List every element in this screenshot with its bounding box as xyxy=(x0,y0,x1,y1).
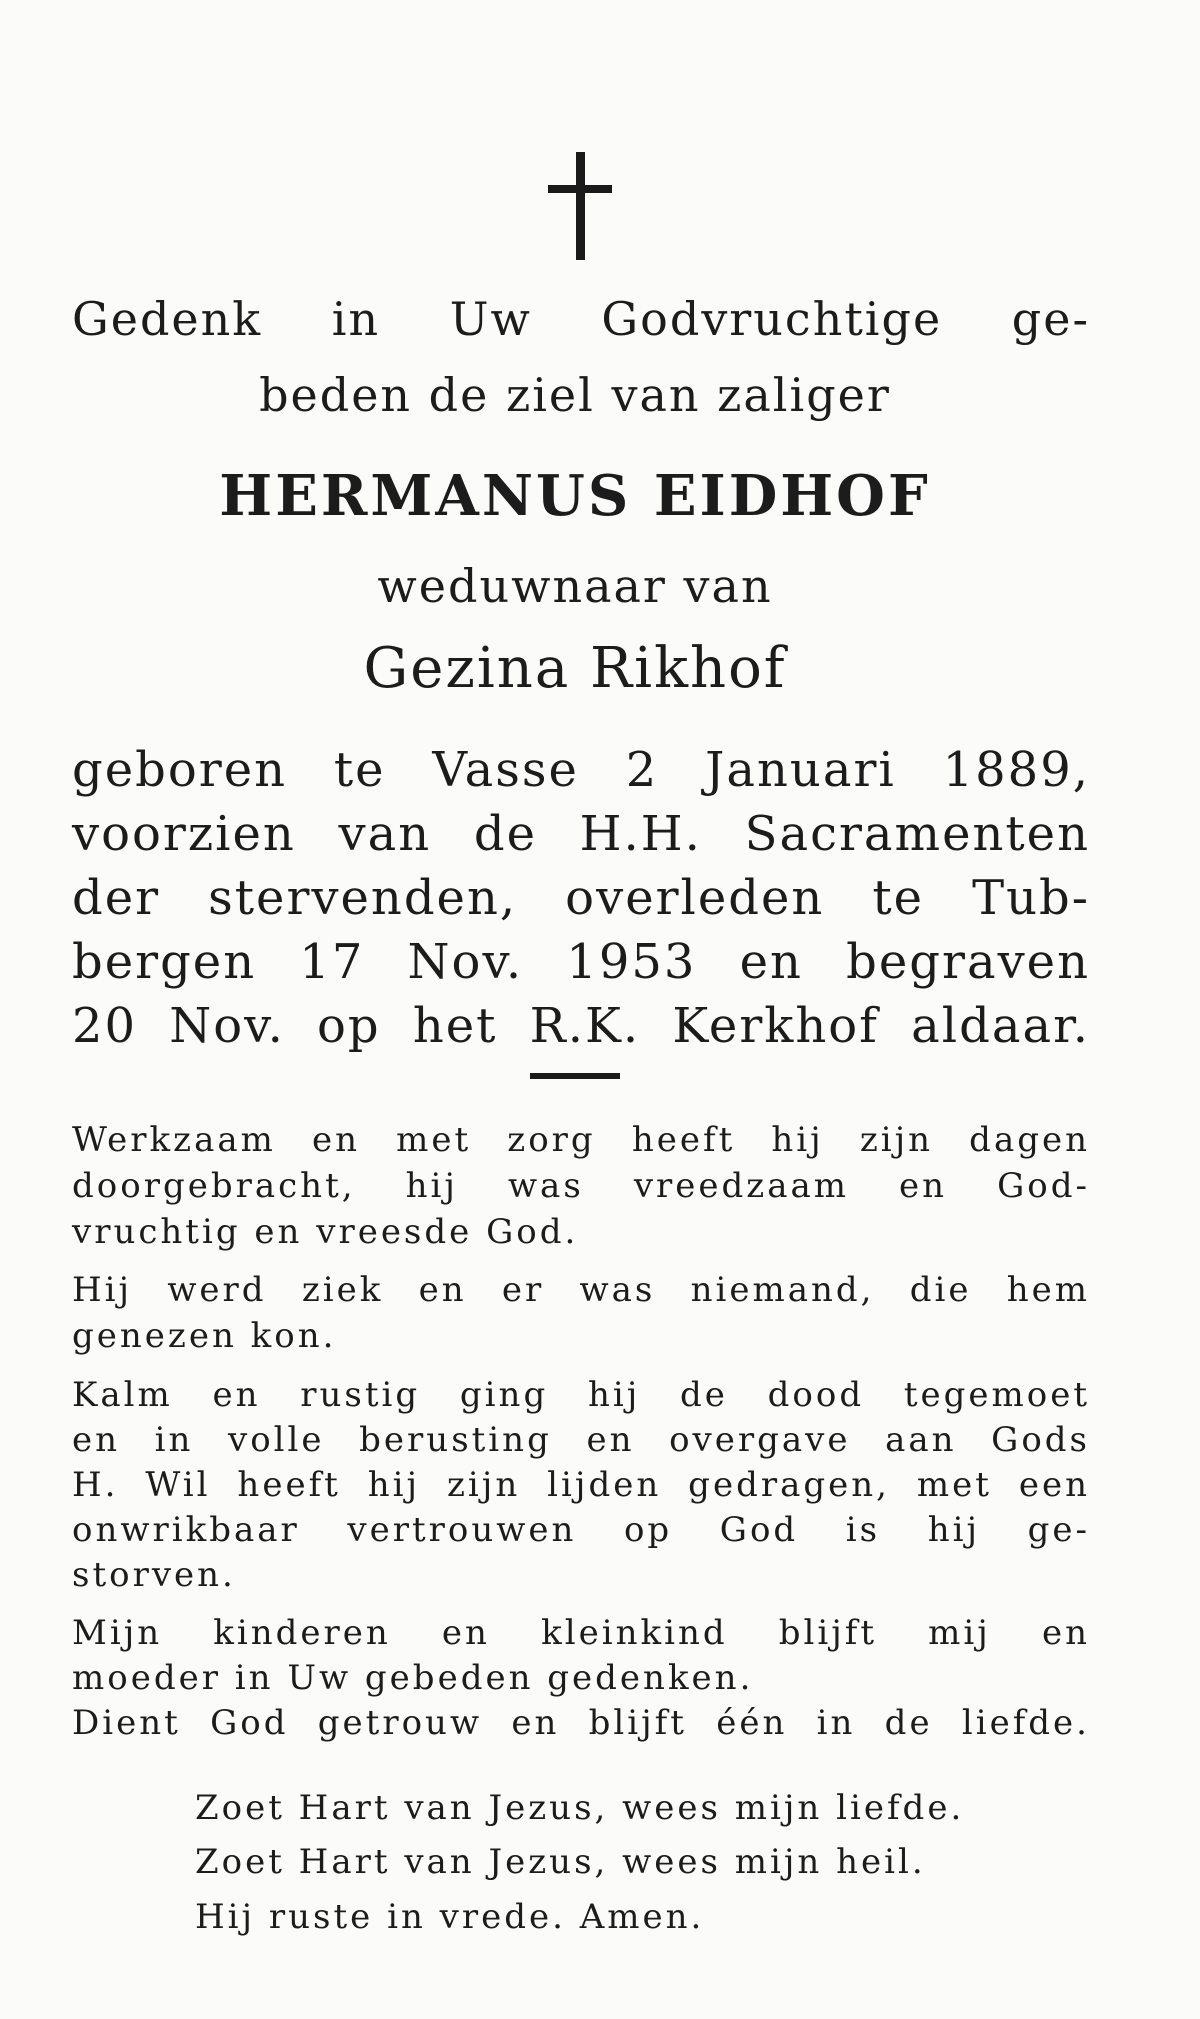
prayer-line-2: Zoet Hart van Jezus, wees mijn heil. xyxy=(195,1842,926,1882)
bio-line-3: der stervenden, overleden te Tub- xyxy=(72,870,1090,926)
text-p4-line-3: Dient God getrouw en blijft één in de liefde. xyxy=(72,1703,1090,1743)
text-p2-line-1: Hij werd ziek en er was niemand, die hem xyxy=(72,1270,1090,1310)
text-p3-line-5: storven. xyxy=(72,1555,236,1595)
text-p1-line-3: vruchtig en vreesde God. xyxy=(72,1212,579,1252)
text-p3-line-1: Kalm en rustig ging hij de dood tegemoet xyxy=(72,1375,1090,1415)
text-p3-line-3: H. Wil heeft hij zijn lijden gedragen, met een xyxy=(72,1465,1090,1505)
text-p3-line-2: en in volle berusting en overgave aan Gods xyxy=(72,1420,1090,1460)
prayer-line-3: Hij ruste in vrede. Amen. xyxy=(195,1897,705,1937)
bio-line-1: geboren te Vasse 2 Januari 1889, xyxy=(72,742,1090,798)
prayer-line-1: Zoet Hart van Jezus, wees mijn liefde. xyxy=(195,1788,965,1828)
bio-line-5: 20 Nov. op het R.K. Kerkhof aldaar. xyxy=(72,998,1090,1054)
deceased-name: HERMANUS EIDHOF xyxy=(219,463,931,529)
text-p2-line-2: genezen kon. xyxy=(72,1316,337,1356)
text-p1-line-2: doorgebracht, hij was vreedzaam en God- xyxy=(72,1166,1090,1206)
text-p4-line-1: Mijn kinderen en kleinkind blijft mij en xyxy=(72,1613,1090,1653)
spouse-name: Gezina Rikhof xyxy=(363,636,787,701)
text-p1-line-1: Werkzaam en met zorg heeft hij zijn dagen xyxy=(72,1120,1090,1160)
bio-line-4: bergen 17 Nov. 1953 en begraven xyxy=(72,934,1090,990)
text-p4-line-2: moeder in Uw gebeden gedenken. xyxy=(72,1658,754,1698)
header-line-2: beden de ziel van zaliger xyxy=(259,368,891,422)
text-p3-line-4: onwrikbaar vertrouwen op God is hij ge- xyxy=(72,1510,1090,1550)
header-line-1: Gedenk in Uw Godvruchtige ge- xyxy=(72,292,1090,346)
relation-text: weduwnaar van xyxy=(377,559,773,613)
divider xyxy=(530,1073,620,1079)
bio-line-2: voorzien van de H.H. Sacramenten xyxy=(72,806,1090,862)
cross-icon xyxy=(548,152,612,260)
